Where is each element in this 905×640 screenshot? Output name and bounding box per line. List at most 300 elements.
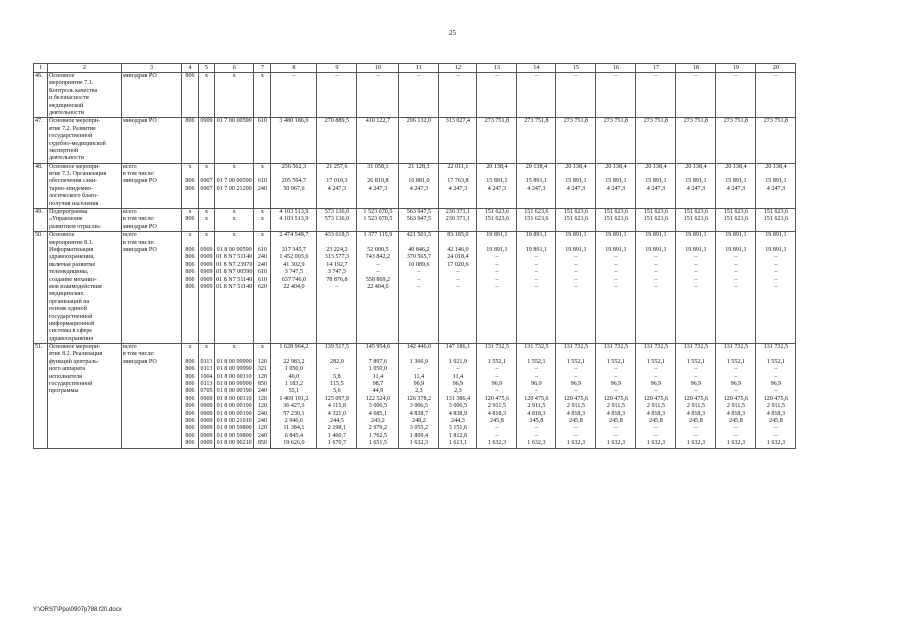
column-number-header: 3 (122, 64, 182, 73)
amount-value: 19 891,1 (565, 232, 587, 239)
amount-cell (517, 118, 556, 163)
row-number: 46. (34, 73, 48, 118)
amount-cell (517, 232, 556, 344)
amount-value: – (654, 269, 658, 276)
activity-name-line: экспертной (49, 147, 79, 154)
amount-value: – (495, 373, 499, 380)
amount-cell (357, 344, 399, 448)
activity-name-line: системы в сфере (49, 328, 93, 335)
amount-value (358, 240, 397, 247)
amount-value: 4 685,1 (368, 410, 388, 417)
amount-value: – (654, 73, 658, 79)
amount-value: 55,1 (288, 388, 300, 395)
activity-name-line: Информатизация (49, 246, 94, 253)
amount-value: – (614, 283, 618, 290)
amount-value: 126 378,2 (406, 395, 432, 402)
amount-value: 4 838,7 (409, 410, 429, 417)
amount-value: 125 097,8 (324, 395, 350, 402)
amount-value: 96,9 (413, 381, 425, 388)
activity-name-line: судебно-медицинской (49, 140, 106, 147)
amount-value: – (495, 425, 499, 432)
amount-value: – (574, 388, 578, 395)
amount-value: 40 846,2 (408, 246, 430, 253)
table-row (34, 73, 796, 118)
amount-value: 151 623,6 (763, 216, 789, 223)
amount-value: – (734, 283, 738, 290)
amount-value: 17 010,3 (326, 178, 348, 185)
budget-code-cell (199, 344, 215, 448)
budget-code-value: 01 7 00 00590 (216, 178, 252, 185)
amount-value: 36 427,3 (283, 403, 305, 410)
amount-value: – (417, 73, 421, 79)
amount-value: 131 732,5 (484, 344, 510, 351)
amount-value: 2 911,5 (646, 403, 665, 410)
amount-value: – (734, 276, 738, 283)
amount-value: 19 891,1 (725, 232, 747, 239)
budget-code-value: 0909 (200, 118, 213, 125)
amount-value: – (774, 73, 778, 79)
activity-name-line: медицинской (49, 102, 84, 109)
amount-value: 2 911,5 (566, 403, 585, 410)
amount-value: 4 818,3 (606, 410, 626, 417)
amount-value (717, 171, 754, 178)
amount-value: 57 230,1 (283, 410, 305, 417)
amount-value: 151 623,6 (643, 216, 669, 223)
amount-value: 151 623,6 (563, 209, 589, 216)
amount-value: 19 891,1 (685, 232, 707, 239)
amount-value: 313 577,3 (324, 254, 350, 261)
amount-value: 78 876,8 (326, 276, 348, 283)
amount-cell (596, 163, 636, 208)
budget-code-value: 0113 (200, 358, 213, 365)
amount-value: 10 089,6 (408, 261, 430, 268)
amount-value: – (534, 283, 538, 290)
amount-value: – (534, 388, 538, 395)
amount-value: 1 523 070,5 (363, 209, 393, 216)
amount-value: 20 138,4 (486, 163, 508, 170)
amount-value: 4 247,3 (606, 185, 626, 192)
budget-code-value: 806 (185, 410, 195, 417)
budget-code-cell (182, 118, 199, 163)
budget-code-value: 0909 (200, 395, 213, 402)
amount-value: 245,8 (769, 417, 783, 424)
amount-value (400, 351, 437, 358)
amount-cell (357, 209, 399, 232)
amount-cell (399, 163, 439, 208)
amount-value: 4 818,3 (686, 410, 706, 417)
amount-value: 147 186,1 (445, 344, 471, 351)
amount-value: 151 623,6 (643, 209, 669, 216)
amount-value: 573 136,0 (324, 216, 350, 223)
budget-code-value: 0907 (200, 185, 213, 192)
activity-name-line: здравоохранения, (49, 254, 95, 261)
budget-code-value: x (232, 216, 236, 223)
amount-value: – (774, 366, 778, 373)
amount-cell (317, 232, 357, 344)
amount-value: 11,4 (452, 373, 464, 380)
budget-code-value: x (260, 216, 264, 223)
amount-cell (756, 118, 796, 163)
amount-value: 96,9 (531, 381, 542, 388)
amount-value: 2,3 (415, 388, 423, 395)
activity-name-line: Основное (49, 73, 75, 79)
amount-cell (317, 209, 357, 232)
budget-code-value (183, 240, 197, 247)
budget-code-value: 0909 (200, 432, 213, 439)
budget-code-value: 240 (257, 410, 267, 417)
amount-cell (439, 232, 477, 344)
budget-code-value: 0909 (200, 261, 213, 268)
amount-value: – (495, 283, 499, 290)
amount-value: – (654, 276, 658, 283)
budget-code-cell (215, 163, 254, 208)
amount-value: – (417, 283, 421, 290)
amount-value: – (774, 261, 778, 268)
amount-value: 273 751,8 (763, 118, 789, 125)
amount-value (677, 351, 714, 358)
budget-code-cell (254, 209, 271, 232)
amount-value: 4 247,3 (646, 185, 666, 192)
amount-value (637, 171, 674, 178)
budget-code-value: 01 8 00 00110 (216, 373, 252, 380)
column-number-header: 18 (676, 64, 716, 73)
amount-value (757, 240, 794, 247)
amount-value: – (456, 283, 460, 290)
amount-cell (271, 209, 317, 232)
amount-value: 1 552,1 (726, 358, 746, 365)
amount-value (272, 171, 315, 178)
amount-value: – (774, 373, 778, 380)
amount-value: 2 911,5 (686, 403, 705, 410)
budget-code-value: 01 8 00 00110 (216, 395, 252, 402)
budget-code-cell (215, 232, 254, 344)
executor-line: в том числе: (123, 351, 155, 358)
amount-value: 1 632,3 (487, 440, 507, 447)
amount-value: 244,3 (451, 417, 465, 424)
amount-value: 1 183,2 (284, 381, 304, 388)
amount-value: 145 954,6 (365, 344, 391, 351)
column-number-header: 15 (556, 64, 596, 73)
budget-code-value: 01 8 00 59800 (216, 425, 252, 432)
budget-code-value: x (188, 232, 192, 239)
column-number-header: 4 (182, 64, 199, 73)
amount-value: 5,8 (333, 373, 341, 380)
amount-value: 96,9 (610, 381, 622, 388)
amount-value: 4 247,3 (487, 185, 507, 192)
amount-value: – (335, 366, 339, 373)
amount-value: 11 384,1 (283, 425, 305, 432)
amount-value: – (574, 261, 578, 268)
budget-code-value: 01 8 N7 51140 (216, 254, 253, 261)
footer-file-path: Y:\ORST\Ppo\0907p788.f20.docx (33, 607, 122, 613)
executor-line: всего (123, 344, 137, 351)
amount-value: 151 623,6 (563, 216, 589, 223)
amount-value: 3 480 186,0 (279, 118, 309, 125)
budget-code-value (200, 351, 213, 358)
activity-name-line: Основное меропри- (49, 163, 101, 170)
amount-value: – (614, 373, 618, 380)
column-number-header: 12 (439, 64, 477, 73)
amount-value: 19 891,1 (645, 246, 667, 253)
amount-cell (596, 232, 636, 344)
budget-code-value: 01 7 00 21200 (216, 185, 252, 192)
row-number: 50. (34, 232, 48, 344)
executor-line: минздрав РО (123, 73, 157, 79)
budget-code-value: 806 (185, 216, 195, 223)
amount-cell (756, 209, 796, 232)
amount-value: – (495, 432, 499, 439)
amount-value: 52 000,5 (367, 246, 389, 253)
amount-value: 24 018,4 (447, 254, 469, 261)
activity-name-line: и безопасности (49, 95, 89, 102)
amount-value: 1 762,5 (368, 432, 388, 439)
amount-value (358, 171, 397, 178)
amount-value: 1 552,1 (686, 358, 706, 365)
amount-value: – (495, 366, 499, 373)
amount-value: – (694, 269, 698, 276)
amount-value: 273 751,8 (524, 118, 549, 125)
amount-value: 41 302,9 (283, 261, 305, 268)
amount-value: 96,9 (770, 381, 782, 388)
amount-value: 2 911,5 (606, 403, 625, 410)
amount-value: 19 891,1 (725, 246, 747, 253)
budget-code-value: 0907 (200, 178, 213, 185)
amount-value: – (734, 373, 738, 380)
amount-cell (636, 73, 676, 118)
budget-code-value: 0909 (200, 269, 213, 276)
amount-value: 1 552,1 (766, 358, 786, 365)
budget-code-value: 806 (185, 395, 195, 402)
amount-value: 131 732,5 (643, 344, 669, 351)
budget-code-cell (199, 118, 215, 163)
amount-value: 4 247,3 (527, 185, 546, 192)
amount-value: – (734, 388, 738, 395)
activity-name (48, 118, 122, 163)
amount-value: 2 911,5 (487, 403, 506, 410)
amount-value: – (734, 425, 738, 432)
budget-code-value: 0113 (200, 381, 213, 388)
activity-name-line: мероприятие 7.1. (49, 80, 94, 87)
amount-cell (716, 209, 756, 232)
amount-cell (676, 73, 716, 118)
budget-code-cell (254, 344, 271, 448)
amount-value: 131 732,5 (563, 344, 589, 351)
budget-code-value: x (204, 216, 209, 223)
amount-value: 151 623,6 (683, 209, 709, 216)
amount-value: 245,8 (689, 417, 703, 424)
budget-code-value: 120 (257, 395, 267, 402)
budget-code-cell (182, 344, 199, 448)
budget-code-value (255, 351, 269, 358)
amount-cell (477, 118, 517, 163)
amount-cell (756, 344, 796, 448)
amount-value: – (574, 276, 578, 283)
amount-value: 273 751,8 (683, 118, 709, 125)
amount-value: – (534, 254, 538, 261)
amount-value: 245,8 (569, 417, 583, 424)
amount-cell (439, 344, 477, 448)
activity-name-line: создание механиз- (49, 276, 97, 283)
amount-value: 4 838,9 (448, 410, 468, 417)
amount-value: 4 321,0 (327, 410, 347, 417)
amount-value: – (417, 366, 421, 373)
amount-cell (556, 344, 596, 448)
amount-cell (676, 209, 716, 232)
amount-value: – (574, 373, 578, 380)
header-row (34, 64, 796, 73)
amount-cell (317, 344, 357, 448)
amount-value (597, 351, 634, 358)
executor-line: минздрав РО (123, 118, 157, 125)
amount-value: 273 751,8 (603, 118, 629, 125)
amount-value: 4 247,3 (448, 185, 468, 192)
amount-cell (439, 73, 477, 118)
amount-cell (439, 163, 477, 208)
amount-value: 1 632,3 (646, 440, 666, 447)
amount-value: 4 247,3 (726, 185, 746, 192)
amount-value: – (574, 269, 578, 276)
amount-value (318, 171, 355, 178)
amount-value: – (694, 261, 698, 268)
budget-code-value: 120 (257, 425, 267, 432)
amount-value: 40,0 (288, 373, 300, 380)
amount-value: 15 891,1 (765, 178, 787, 185)
amount-cell (556, 232, 596, 344)
amount-cell (477, 344, 517, 448)
amount-value: – (335, 73, 339, 79)
budget-code-value: 0909 (200, 246, 213, 253)
amount-value: 2 911,5 (766, 403, 785, 410)
executor-line: всего (123, 163, 137, 170)
amount-value: – (335, 283, 339, 290)
budget-code-value: x (260, 163, 264, 170)
amount-cell (517, 209, 556, 232)
amount-value: – (734, 269, 738, 276)
amount-cell (636, 209, 676, 232)
amount-cell (477, 232, 517, 344)
amount-cell (399, 232, 439, 344)
amount-cell (357, 118, 399, 163)
amount-value: – (614, 388, 618, 395)
budget-code-value: x (188, 209, 192, 216)
budget-code-value: 0909 (200, 440, 213, 447)
activity-name-line: Основное (49, 232, 75, 239)
amount-cell (357, 163, 399, 208)
amount-cell (716, 118, 756, 163)
amount-value (478, 171, 515, 178)
budget-code-value (216, 240, 252, 247)
column-number-header: 1 (34, 64, 48, 73)
amount-cell (636, 344, 676, 448)
amount-value (637, 240, 674, 247)
amount-value: 1 613,1 (448, 440, 468, 447)
amount-value: 1 050,0 (368, 366, 388, 373)
amount-value: – (774, 269, 778, 276)
amount-value: 122 524,0 (365, 395, 391, 402)
amount-value: 3 006,5 (448, 403, 468, 410)
page-number: 25 (449, 29, 456, 37)
budget-code-value: 240 (257, 185, 267, 192)
amount-value: 131 732,5 (524, 344, 549, 351)
amount-value: 131 732,5 (763, 344, 789, 351)
amount-value: 4 818,3 (566, 410, 586, 417)
budget-code-value: 850 (257, 381, 267, 388)
amount-cell (756, 163, 796, 208)
amount-value: 317 345,7 (281, 246, 307, 253)
amount-value: 433 618,5 (324, 232, 350, 239)
amount-value: 4 247,3 (409, 185, 429, 192)
amount-value: 131 732,5 (723, 344, 749, 351)
amount-cell (556, 163, 596, 208)
budget-code-value: 610 (257, 118, 267, 125)
amount-value: 19 891,1 (685, 246, 707, 253)
amount-value: 421 501,5 (406, 232, 432, 239)
activity-name-line: организаций на (49, 298, 90, 305)
amount-cell (271, 344, 317, 448)
amount-value: 19 891,1 (765, 232, 787, 239)
amount-value: 115,5 (330, 381, 344, 388)
amount-value: 19 891,1 (765, 246, 787, 253)
amount-value: 151 623,6 (683, 216, 709, 223)
amount-value: 1 632,3 (527, 440, 546, 447)
amount-value: – (534, 276, 538, 283)
amount-value (440, 240, 475, 247)
activity-name-line: Контроль качества (49, 87, 98, 94)
budget-code-value: 806 (185, 178, 195, 185)
executor-line: всего (123, 232, 137, 239)
activity-name-line: тарно-эпидемио- (49, 185, 93, 192)
amount-value: 1 552,1 (487, 358, 507, 365)
amount-value: 3 151,6 (448, 425, 468, 432)
amount-value: 1 651,5 (368, 440, 388, 447)
amount-cell (477, 209, 517, 232)
amount-value: 21 128,3 (408, 163, 430, 170)
amount-value: 120 475,6 (603, 395, 629, 402)
amount-cell (317, 73, 357, 118)
activity-name-line: деятельности (49, 155, 84, 162)
amount-cell (477, 163, 517, 208)
activity-name-line: функций централь- (49, 358, 99, 365)
activity-name-line: «Управление (49, 216, 83, 223)
amount-value: – (694, 425, 698, 432)
budget-code-value: 610 (257, 276, 267, 283)
amount-value: 17 763,8 (447, 178, 469, 185)
amount-value: 256 562,3 (281, 163, 307, 170)
amount-value (557, 351, 594, 358)
budget-code-value: 806 (185, 432, 195, 439)
amount-value: 637 746,0 (281, 276, 307, 283)
amount-value: – (774, 254, 778, 261)
amount-cell (716, 163, 756, 208)
budget-code-value: x (204, 73, 209, 79)
budget-code-cell (254, 163, 271, 208)
amount-value: – (694, 254, 698, 261)
activity-name-line: основе единой (49, 306, 87, 313)
budget-code-value: x (188, 344, 192, 351)
budget-code-cell (215, 209, 254, 232)
amount-value: 15 891,1 (605, 178, 627, 185)
budget-code-cell (199, 232, 215, 344)
amount-value: 4 247,3 (368, 185, 388, 192)
amount-value: 131 386,4 (445, 395, 471, 402)
budget-code-value: 01 8 00 99990 (216, 381, 252, 388)
amount-value: 151 623,6 (484, 209, 510, 216)
amount-value: 245,8 (609, 417, 623, 424)
amount-value: – (417, 269, 421, 276)
amount-value: 20 138,4 (765, 163, 787, 170)
amount-value: 1 552,1 (646, 358, 666, 365)
amount-value: – (495, 261, 499, 268)
